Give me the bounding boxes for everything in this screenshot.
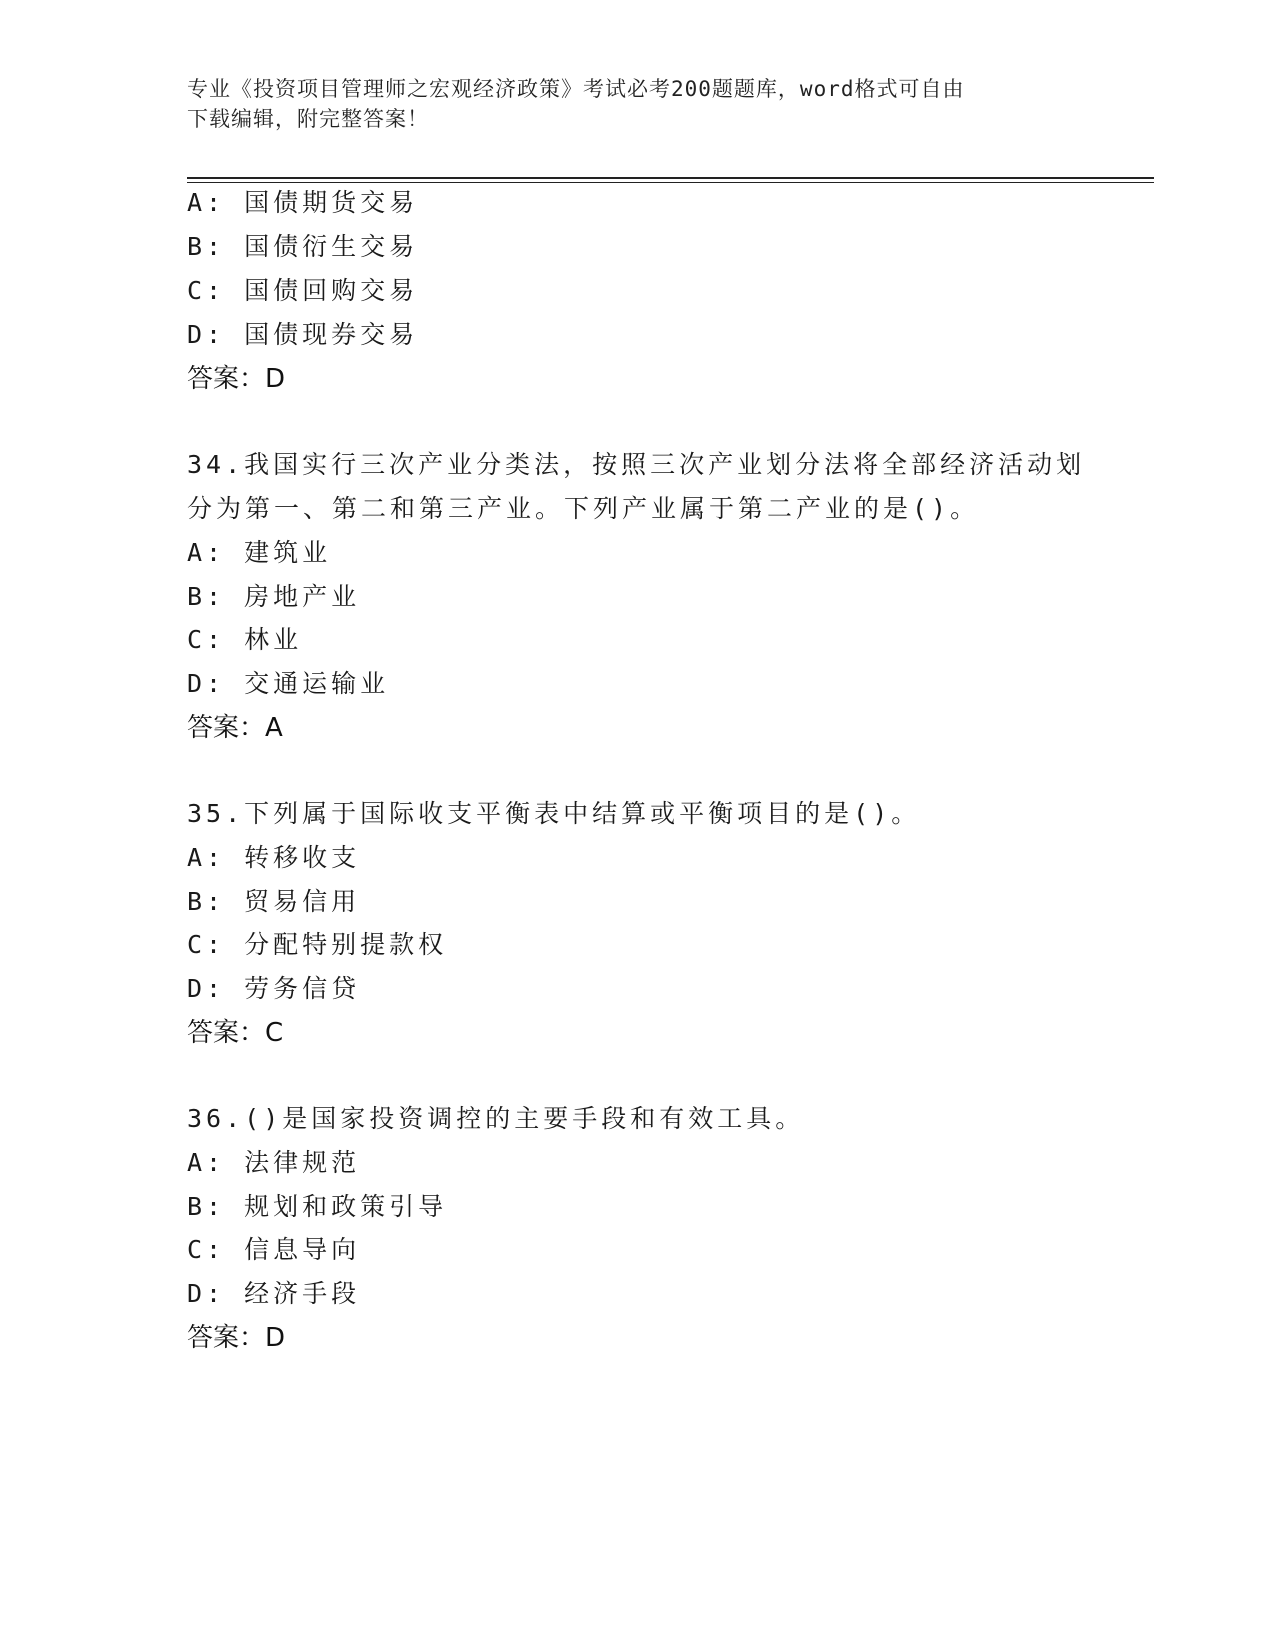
q34-answer: 答案：A bbox=[187, 713, 283, 743]
header-intro-line-2: 下载编辑，附完整答案！ bbox=[187, 107, 429, 131]
q35-stem-line-1: 35.下列属于国际收支平衡表中结算或平衡项目的是()。 bbox=[187, 799, 921, 828]
document-header bbox=[187, 74, 1087, 134]
prev-option-b: B: 国债衍生交易 bbox=[187, 232, 419, 261]
header-intro-line-1: 专业《投资项目管理师之宏观经济政策》考试必考200题题库，word格式可自由 bbox=[187, 77, 965, 101]
header-divider bbox=[187, 177, 1154, 183]
q35-option-a: A: 转移收支 bbox=[187, 843, 361, 872]
q34-option-d: D: 交通运输业 bbox=[187, 669, 390, 698]
q35-option-d: D: 劳务信贷 bbox=[187, 974, 361, 1003]
q34-option-c: C: 林业 bbox=[187, 625, 303, 654]
q35-answer: 答案：C bbox=[187, 1018, 284, 1048]
prev-option-d: D: 国债现券交易 bbox=[187, 320, 419, 349]
q34-option-a: A: 建筑业 bbox=[187, 538, 332, 567]
q34-stem-line-2: 分为第一、第二和第三产业。下列产业属于第二产业的是()。 bbox=[187, 494, 980, 523]
prev-option-a: A: 国债期货交易 bbox=[187, 188, 419, 217]
q36-stem-line-1: 36.()是国家投资调控的主要手段和有效工具。 bbox=[187, 1104, 805, 1133]
q35-option-c: C: 分配特别提款权 bbox=[187, 930, 448, 959]
q36-option-a: A: 法律规范 bbox=[187, 1148, 361, 1177]
q36-answer: 答案：D bbox=[187, 1323, 286, 1353]
q35-option-b: B: 贸易信用 bbox=[187, 887, 361, 916]
prev-answer: 答案：D bbox=[187, 364, 286, 394]
prev-option-c: C: 国债回购交易 bbox=[187, 276, 419, 305]
q34-option-b: B: 房地产业 bbox=[187, 582, 361, 611]
q36-option-b: B: 规划和政策引导 bbox=[187, 1192, 448, 1221]
q36-option-c: C: 信息导向 bbox=[187, 1235, 361, 1264]
q36-option-d: D: 经济手段 bbox=[187, 1279, 361, 1308]
q34-stem-line-1: 34.我国实行三次产业分类法，按照三次产业划分法将全部经济活动划 bbox=[187, 450, 1086, 479]
